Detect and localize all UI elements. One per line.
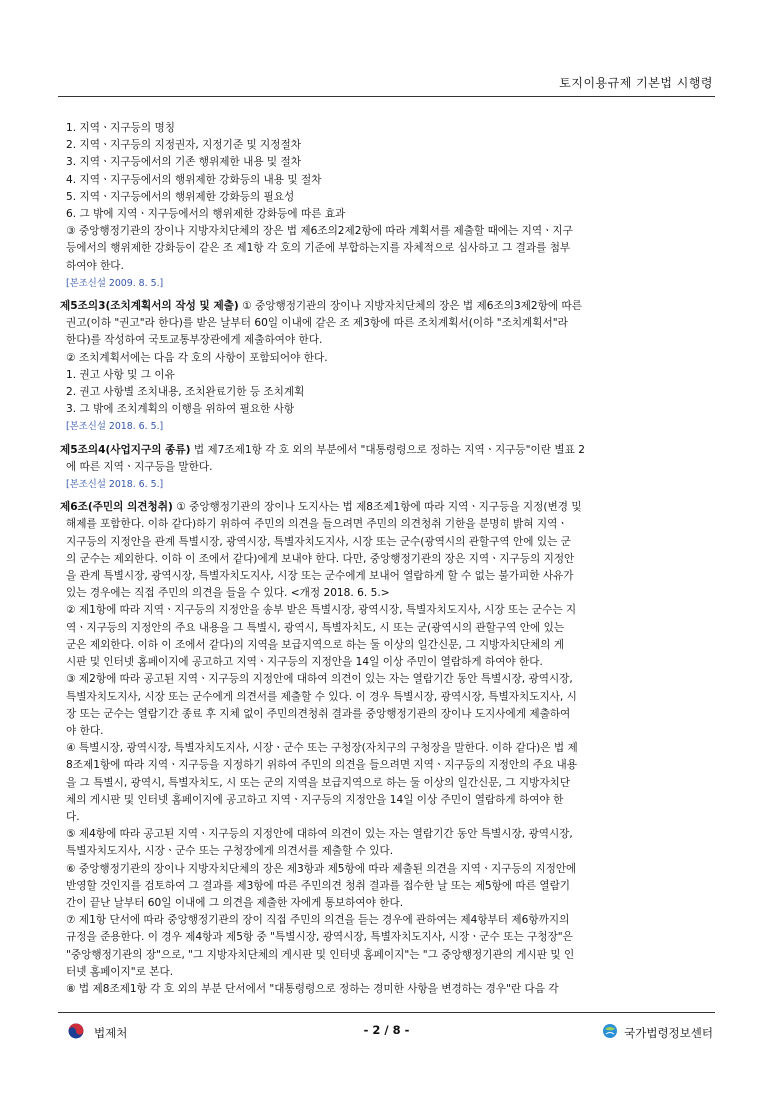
article-heading: 제5조의4(사업지구의 종류) bbox=[60, 443, 191, 456]
text-line bbox=[60, 689, 716, 706]
line-text: 야 한다. bbox=[66, 724, 104, 737]
article-line bbox=[60, 499, 716, 516]
article-heading: 제5조의3(조치계획서의 작성 및 제출) bbox=[60, 300, 239, 313]
text-line bbox=[60, 723, 716, 740]
text-line bbox=[60, 516, 716, 533]
line-text: ② 조치계획서에는 다음 각 호의 사항이 포함되어야 한다. bbox=[66, 351, 328, 364]
line-text: 시판 및 인터넷 홈페이지에 공고하고 지역ㆍ지구등의 지정안을 14일 이상 주민이 열람하게 하여야 한다. bbox=[66, 656, 543, 669]
text-line bbox=[60, 843, 716, 860]
amendment-note bbox=[60, 418, 716, 435]
text-line bbox=[60, 189, 716, 206]
line-text: 특별자치도지사, 시장ㆍ군수 또는 구청장에게 의견서를 제출할 수 있다. bbox=[66, 845, 394, 858]
line-text: 특별자치도지사, 시장 또는 군수에게 의견서를 제출할 수 있다. 이 경우 특별시장, 광역시장, 특별자치도지사, 시 bbox=[66, 690, 577, 703]
line-text: 2. 지역ㆍ지구등의 지정권자, 지정기준 및 지정절차 bbox=[66, 139, 301, 152]
article-line bbox=[60, 442, 716, 459]
line-text: [본조신설 2018. 6. 5.] bbox=[66, 421, 164, 433]
line-text: 2. 권고 사항별 조치내용, 조치완료기한 등 조치계획 bbox=[66, 386, 305, 399]
globe-icon bbox=[602, 1023, 618, 1042]
text-line bbox=[60, 206, 716, 223]
text-line bbox=[60, 154, 716, 171]
page-footer bbox=[58, 1012, 715, 1043]
text-line bbox=[60, 172, 716, 189]
line-text: 역ㆍ지구등의 지정안의 주요 내용을 그 특별시, 광역시, 특별자치도, 시 또는 군(광역시의 관할구역 안에 있는 bbox=[66, 621, 565, 634]
text-line bbox=[60, 775, 716, 792]
text-line bbox=[60, 740, 716, 757]
line-text: 의 군수는 제외한다. 이하 이 조에서 같다)에게 보내야 한다. 다만, 중앙행정기관의 장은 지역ㆍ지구등의 지정안 bbox=[66, 552, 575, 565]
line-text: 체의 게시판 및 인터넷 홈페이지에 공고하고 지역ㆍ지구등의 지정안을 14일 이상 주민이 열람하게 하여야 한 bbox=[66, 793, 564, 806]
page-header bbox=[58, 66, 715, 97]
text-line bbox=[60, 459, 716, 476]
line-text: 터넷 홈페이지"로 본다. bbox=[66, 965, 174, 978]
line-text: ① 중앙행정기관의 장이나 도지사는 법 제8조제1항에 따라 지역ㆍ지구등을 지정(변경 및 bbox=[172, 501, 582, 514]
text-line bbox=[60, 534, 716, 551]
text-line bbox=[60, 757, 716, 774]
line-text: [본조신설 2009. 8. 5.] bbox=[66, 277, 164, 289]
text-line bbox=[60, 826, 716, 843]
text-line bbox=[60, 706, 716, 723]
text-line bbox=[60, 620, 716, 637]
line-text: ⑦ 제1항 단서에 따라 중앙행정기관의 장이 직접 주민의 의견을 듣는 경우에 관하여는 제4항부터 제6항까지의 bbox=[66, 914, 570, 927]
footer-center-name: 국가법령정보센터 bbox=[624, 1025, 713, 1040]
page-number: - 2 / 8 - bbox=[363, 1023, 410, 1037]
line-text: 지구등의 지정안을 관계 특별시장, 광역시장, 특별자치도지사, 시장 또는 군수(광역시의 관할구역 안에 있는 군 bbox=[66, 535, 571, 548]
line-text: 있는 경우에는 직접 주민의 의견을 들을 수 있다. <개정 2018. 6. 5.> bbox=[66, 587, 390, 600]
line-text: ② 제1항에 따라 지역ㆍ지구등의 지정안을 송부 받은 특별시장, 광역시장, 특별자치도지사, 시장 또는 군수는 지 bbox=[66, 604, 577, 617]
line-text: ③ 중앙행정기관의 장이나 지방자치단체의 장은 법 제6조의2제2항에 따라 계획서를 제출할 때에는 지역ㆍ지구 bbox=[66, 225, 573, 238]
footer-right bbox=[602, 1023, 713, 1042]
line-text: "중앙행정기관의 장"으로, "그 지방자치단체의 게시판 및 인터넷 홈페이지"는 "그 중앙행정기관의 게시판 및 인 bbox=[66, 948, 575, 961]
text-line bbox=[60, 981, 716, 998]
line-text: 3. 지역ㆍ지구등에서의 기존 행위제한 내용 및 절차 bbox=[66, 156, 301, 169]
text-line bbox=[60, 401, 716, 418]
text-line bbox=[60, 384, 716, 401]
text-line bbox=[60, 671, 716, 688]
line-text: 6. 그 밖에 지역ㆍ지구등에서의 행위제한 강화등에 따른 효과 bbox=[66, 208, 346, 221]
article-heading: 제6조(주민의 의견청취) bbox=[60, 501, 173, 514]
line-text: 5. 지역ㆍ지구등에서의 행위제한 강화등의 필요성 bbox=[66, 190, 295, 203]
line-text: 법 제7조제1항 각 호 외의 부분에서 "대통령령으로 정하는 지역ㆍ지구등"이란 별표 2 bbox=[190, 443, 585, 456]
line-text: ⑤ 제4항에 따라 공고된 지역ㆍ지구등의 지정안에 대하여 의견이 있는 자는 열람기간 동안 특별시장, 광역시장, bbox=[66, 828, 573, 841]
line-text: 장 또는 군수는 열람기간 종료 후 지체 없이 주민의견청취 결과를 중앙행정기관의 장이나 도지사에게 제출하여 bbox=[66, 707, 571, 720]
text-line bbox=[60, 258, 716, 275]
line-text: 한다)를 작성하여 국토교통부장관에게 제출하여야 한다. bbox=[66, 334, 323, 347]
line-text: ⑥ 중앙행정기관의 장이나 지방자치단체의 장은 제3항과 제5항에 따라 제출된 의견을 지역ㆍ지구등의 지정안에 bbox=[66, 862, 577, 875]
text-line bbox=[60, 585, 716, 602]
text-line bbox=[60, 947, 716, 964]
line-text: 에 따른 지역ㆍ지구등을 말한다. bbox=[66, 460, 213, 473]
article-line bbox=[60, 298, 716, 315]
line-text: 8조제1항에 따라 지역ㆍ지구등을 지정하기 위하여 주민의 의견을 들으려면 지역ㆍ지구등의 지정안의 주요 내용 bbox=[66, 759, 578, 772]
text-line bbox=[60, 964, 716, 981]
text-line bbox=[60, 315, 716, 332]
text-line bbox=[60, 223, 716, 240]
text-line bbox=[60, 792, 716, 809]
line-text: 3. 그 밖에 조치계획의 이행을 위하여 필요한 사항 bbox=[66, 403, 295, 416]
line-text: 1. 권고 사항 및 그 이유 bbox=[66, 368, 175, 381]
text-line bbox=[60, 367, 716, 384]
line-text: 다. bbox=[66, 810, 80, 823]
text-line bbox=[60, 332, 716, 349]
text-line bbox=[60, 350, 716, 367]
line-text: ① 중앙행정기관의 장이나 지방자치단체의 장은 법 제6조의3제2항에 따른 bbox=[238, 300, 582, 313]
text-line bbox=[60, 637, 716, 654]
line-text: ④ 특별시장, 광역시장, 특별자치도지사, 시장ㆍ군수 또는 구청장(자치구의 구청장을 말한다. 이하 같다)은 법 제 bbox=[66, 742, 578, 755]
line-text: 1. 지역ㆍ지구등의 명칭 bbox=[66, 122, 175, 134]
document-title: 토지이용규제 기본법 시행령 bbox=[559, 76, 713, 90]
line-text: 해제를 포함한다. 이하 같다)하기 위하여 주민의 의견을 들으려면 주민의 의견청취 기한을 분명히 밝혀 지역ㆍ bbox=[66, 518, 568, 531]
text-line bbox=[60, 240, 716, 257]
line-text: ⑧ 법 제8조제1항 각 호 외의 부분 단서에서 "대통령령으로 정하는 경미한 사항을 변경하는 경우"란 다음 각 bbox=[66, 982, 559, 995]
line-text: 군은 제외한다. 이하 이 조에서 같다)의 지역을 보급지역으로 하는 둘 이상의 일간신문, 그 지방자치단체의 게 bbox=[66, 638, 565, 651]
document-body bbox=[60, 120, 716, 998]
line-text: 규정을 준용한다. 이 경우 제4항과 제5항 중 "특별시장, 광역시장, 특별자치도지사, 시장ㆍ군수 또는 구청장"은 bbox=[66, 931, 573, 944]
amendment-note bbox=[60, 476, 716, 493]
amendment-note bbox=[60, 275, 716, 292]
line-text: ③ 제2항에 따라 공고된 지역ㆍ지구등의 지정안에 대하여 의견이 있는 자는 열람기간 동안 특별시장, 광역시장, bbox=[66, 673, 573, 686]
text-line bbox=[60, 602, 716, 619]
text-line bbox=[60, 568, 716, 585]
line-text: [본조신설 2018. 6. 5.] bbox=[66, 479, 164, 491]
line-text: 을 그 특별시, 광역시, 특별자치도, 시 또는 군의 지역을 보급지역으로 하는 둘 이상의 일간신문, 그 지방자치단 bbox=[66, 776, 571, 789]
line-text: 하여야 한다. bbox=[66, 259, 124, 272]
text-line bbox=[60, 878, 716, 895]
line-text: 을 관계 특별시장, 광역시장, 특별자치도지사, 시장 또는 군수에게 보내어 열람하게 할 수 없는 불가피한 사유가 bbox=[66, 570, 574, 583]
text-line bbox=[60, 137, 716, 154]
text-line bbox=[60, 912, 716, 929]
text-line bbox=[60, 809, 716, 826]
text-line bbox=[60, 120, 716, 137]
text-line bbox=[60, 929, 716, 946]
line-text: 등에서의 행위제한 강화등이 같은 조 제1항 각 호의 기준에 부합하는지를 자체적으로 심사하고 그 결과를 첨부 bbox=[66, 242, 571, 255]
line-text: 반영할 것인지를 검토하여 그 결과를 제3항에 따른 주민의견 청취 결과를 접수한 날 또는 제5항에 따른 열람기 bbox=[66, 879, 571, 892]
text-line bbox=[60, 654, 716, 671]
text-line bbox=[60, 861, 716, 878]
line-text: 4. 지역ㆍ지구등에서의 행위제한 강화등의 내용 및 절차 bbox=[66, 173, 322, 186]
line-text: 권고(이하 "권고"라 한다)를 받은 날부터 60일 이내에 같은 조 제3항에 따른 조치계획서(이하 "조치계획서"라 bbox=[66, 317, 568, 330]
footer-agency: 법제처 bbox=[94, 1025, 128, 1040]
text-line bbox=[60, 895, 716, 912]
line-text: 간이 끝난 날부터 60일 이내에 그 의견을 제출한 자에게 통보하여야 한다. bbox=[66, 896, 404, 909]
text-line bbox=[60, 551, 716, 568]
